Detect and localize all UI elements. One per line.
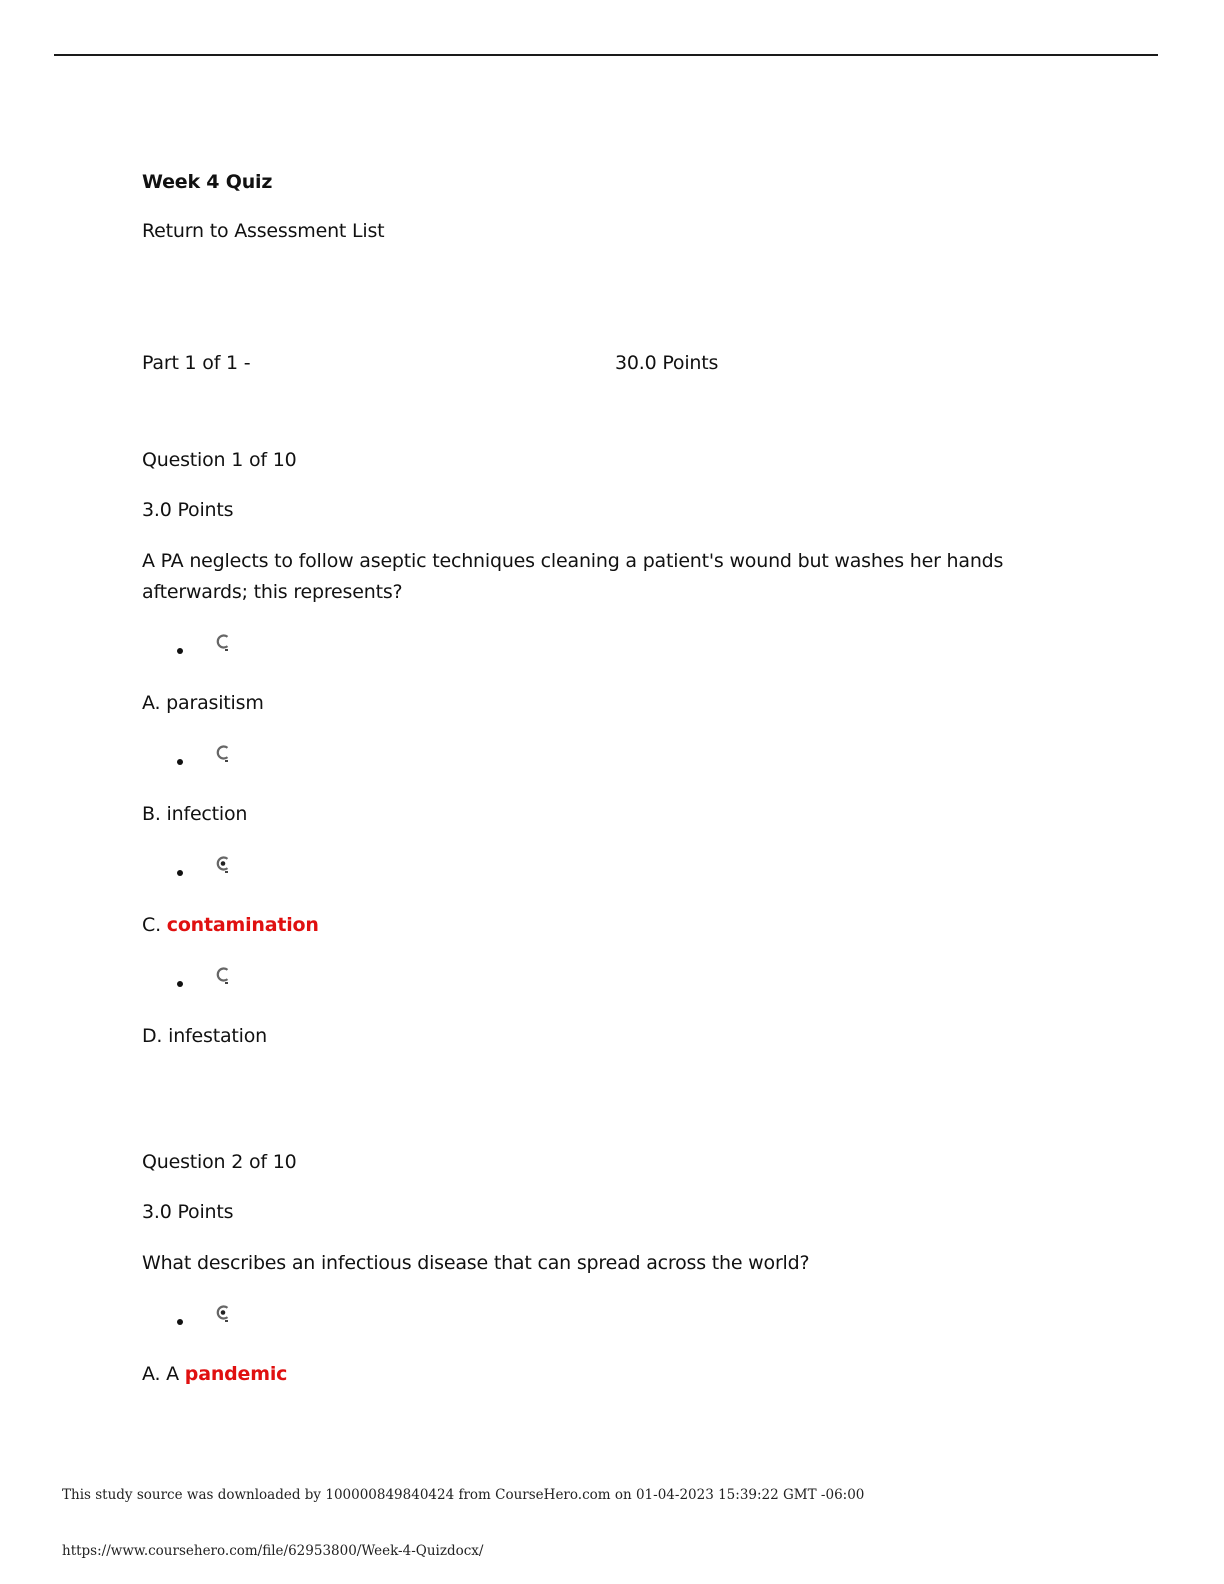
return-to-assessment-link[interactable]: Return to Assessment List — [142, 220, 385, 242]
question-1-option-a[interactable] — [142, 688, 264, 719]
radio-unselected-icon[interactable] — [215, 967, 231, 985]
question-1-option-b-radio-row[interactable] — [172, 745, 252, 775]
question-2-option-a-radio-row[interactable] — [172, 1305, 252, 1335]
bullet-icon — [177, 981, 183, 987]
question-1-option-a-radio-row[interactable] — [172, 634, 252, 664]
correct-answer-text: pandemic — [184, 1363, 288, 1385]
part-points: 30.0 Points — [615, 352, 719, 374]
option-prefix: B. — [142, 803, 161, 825]
question-1-header: Question 1 of 10 — [142, 449, 297, 471]
question-2-points: 3.0 Points — [142, 1201, 234, 1223]
bullet-icon — [177, 759, 183, 765]
question-1-option-d-radio-row[interactable] — [172, 967, 252, 997]
question-1-option-c[interactable] — [142, 910, 319, 941]
question-1-points: 3.0 Points — [142, 499, 234, 521]
option-prefix: A. — [142, 692, 161, 714]
question-1-option-b[interactable] — [142, 799, 247, 830]
question-1-option-c-radio-row[interactable] — [172, 856, 252, 886]
option-text: infestation — [168, 1025, 268, 1047]
page-title: Week 4 Quiz — [142, 171, 273, 193]
question-1-option-d[interactable] — [142, 1021, 267, 1052]
correct-answer-text: contamination — [166, 914, 319, 936]
top-divider — [54, 54, 1158, 56]
radio-selected-icon[interactable] — [215, 856, 231, 874]
question-2-option-a[interactable] — [142, 1359, 287, 1390]
download-note: This study source was downloaded by 100000849840424 from CourseHero.com on 01-04-2023 15:39:22 GMT -06:00 — [62, 1487, 865, 1503]
option-text: parasitism — [166, 692, 264, 714]
radio-unselected-icon[interactable] — [215, 634, 231, 652]
question-1-text: A PA neglects to follow aseptic techniques cleaning a patient's wound but washes her hands afterwards; this represents? — [142, 550, 1004, 603]
bullet-icon — [177, 1319, 183, 1325]
option-prefix: C. — [142, 914, 161, 936]
bullet-icon — [177, 648, 183, 654]
question-2-header: Question 2 of 10 — [142, 1151, 297, 1173]
question-2-text: What describes an infectious disease that can spread across the world? — [142, 1252, 810, 1274]
radio-unselected-icon[interactable] — [215, 745, 231, 763]
radio-selected-icon[interactable] — [215, 1305, 231, 1323]
option-text: infection — [166, 803, 248, 825]
option-prefix: D. — [142, 1025, 163, 1047]
option-prefix: A. A — [142, 1363, 179, 1385]
bullet-icon — [177, 870, 183, 876]
source-url[interactable]: https://www.coursehero.com/file/62953800/Week-4-Quizdocx/ — [62, 1543, 484, 1559]
part-label: Part 1 of 1 - — [142, 352, 251, 374]
